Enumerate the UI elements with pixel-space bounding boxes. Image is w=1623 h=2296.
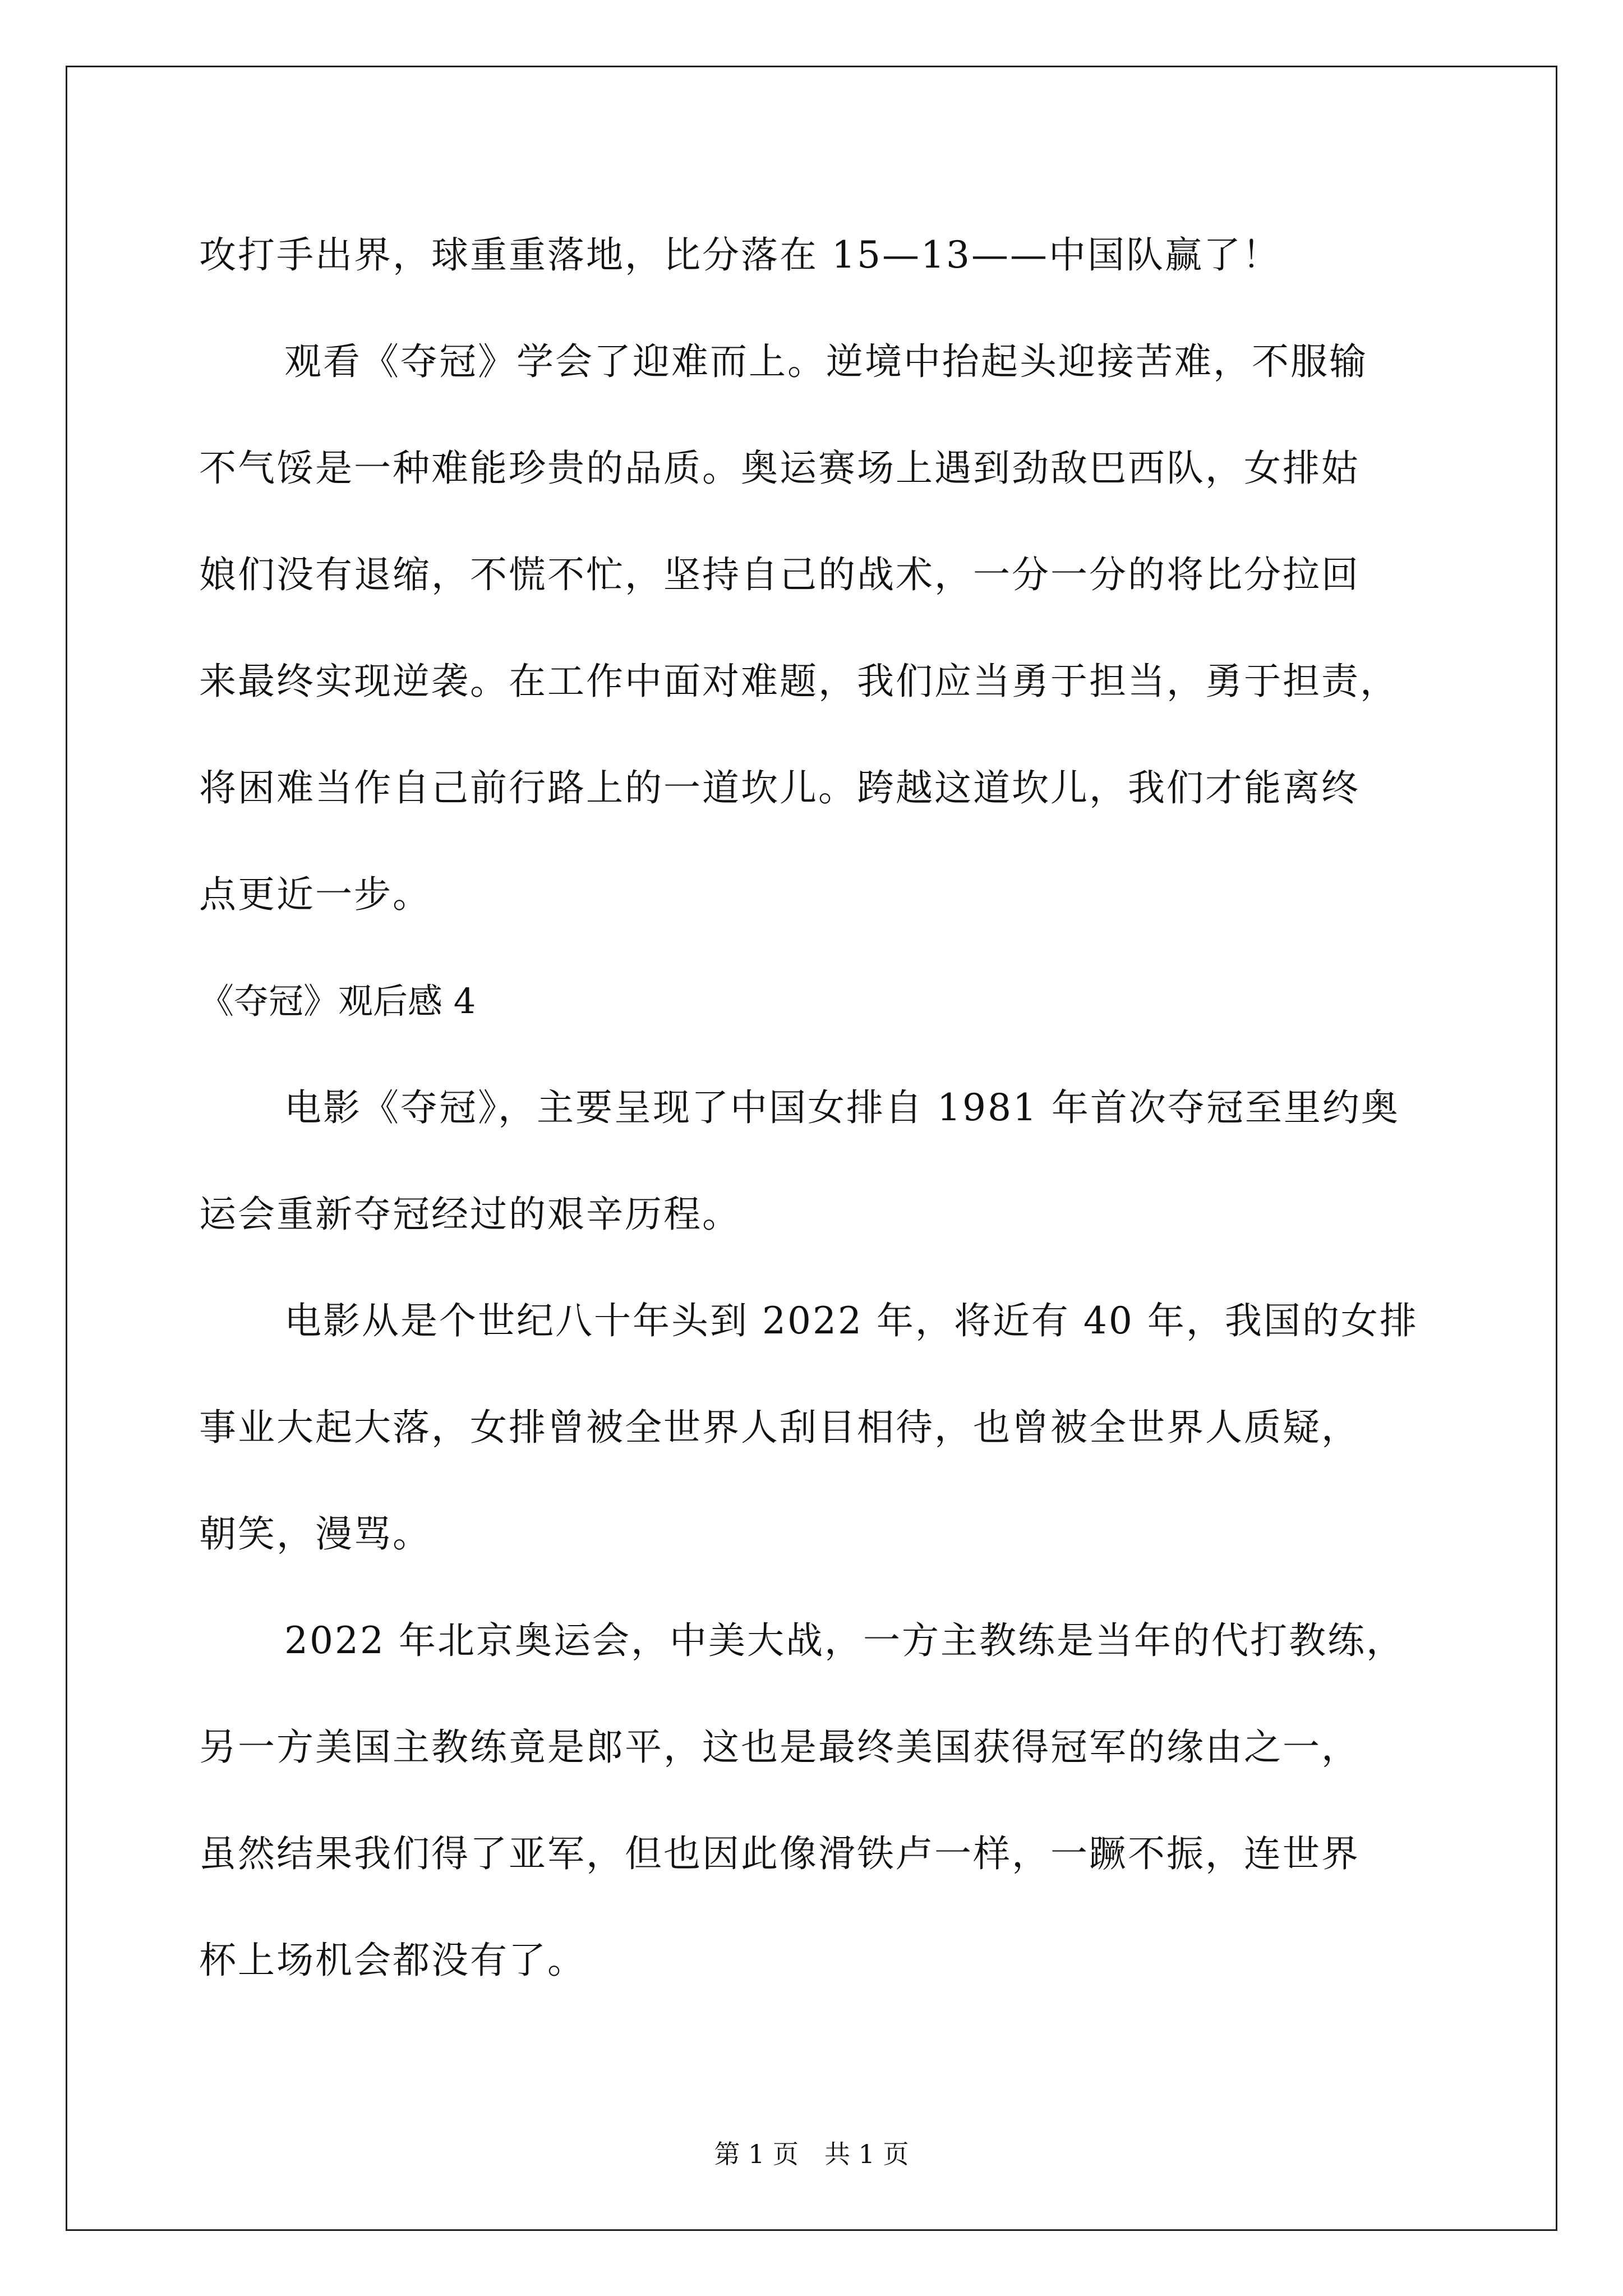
paragraph-line: 来最终实现逆袭。在工作中面对难题，我们应当勇于担当，勇于担责，: [199, 660, 1399, 703]
paragraph-line: 杯上场机会都没有了。: [199, 1939, 586, 1982]
total-pages: 共 1 页: [824, 2139, 909, 2169]
document-body: [199, 202, 1427, 2014]
paragraph-line: 娘们没有退缩，不慌不忙，坚持自己的战术，一分一分的将比分拉回: [199, 553, 1360, 596]
paragraph-line: 朝笑，漫骂。: [199, 1512, 431, 1556]
page-number: 第 1 页: [714, 2139, 799, 2169]
paragraph-line: 攻打手出界，球重重落地，比分落在 15—13——中国队赢了！: [199, 233, 1281, 277]
paragraph-line: 观看《夺冠》学会了迎难而上。逆境中抬起头迎接苦难，不服输: [284, 340, 1368, 383]
paragraph-line: 虽然结果我们得了亚军，但也因此像滑铁卢一样，一蹶不振，连世界: [199, 1832, 1360, 1875]
paragraph-line: 将困难当作自己前行路上的一道坎儿。跨越这道坎儿，我们才能离终: [199, 766, 1360, 809]
paragraph-line: 运会重新夺冠经过的艰辛历程。: [199, 1193, 741, 1236]
paragraph-line: 事业大起大落，女排曾被全世界人刮目相待，也曾被全世界人质疑，: [199, 1406, 1360, 1449]
page-footer: [0, 2137, 1623, 2171]
paragraph-line: 电影从是个世纪八十年头到 2022 年，将近有 40 年，我国的女排: [284, 1299, 1418, 1342]
paragraph-line: 点更近一步。: [199, 873, 431, 916]
section-heading: 《夺冠》观后感 4: [199, 981, 476, 1022]
paragraph-line: 2022 年北京奥运会，中美大战，一方主教练是当年的代打教练，: [284, 1619, 1405, 1662]
paragraph-line: 不气馁是一种难能珍贵的品质。奥运赛场上遇到劲敌巴西队，女排姑: [199, 447, 1360, 490]
paragraph-line: 电影《夺冠》，主要呈现了中国女排自 1981 年首次夺冠至里约奥: [284, 1086, 1400, 1129]
paragraph-line: 另一方美国主教练竟是郎平，这也是最终美国获得冠军的缘由之一，: [199, 1726, 1360, 1769]
